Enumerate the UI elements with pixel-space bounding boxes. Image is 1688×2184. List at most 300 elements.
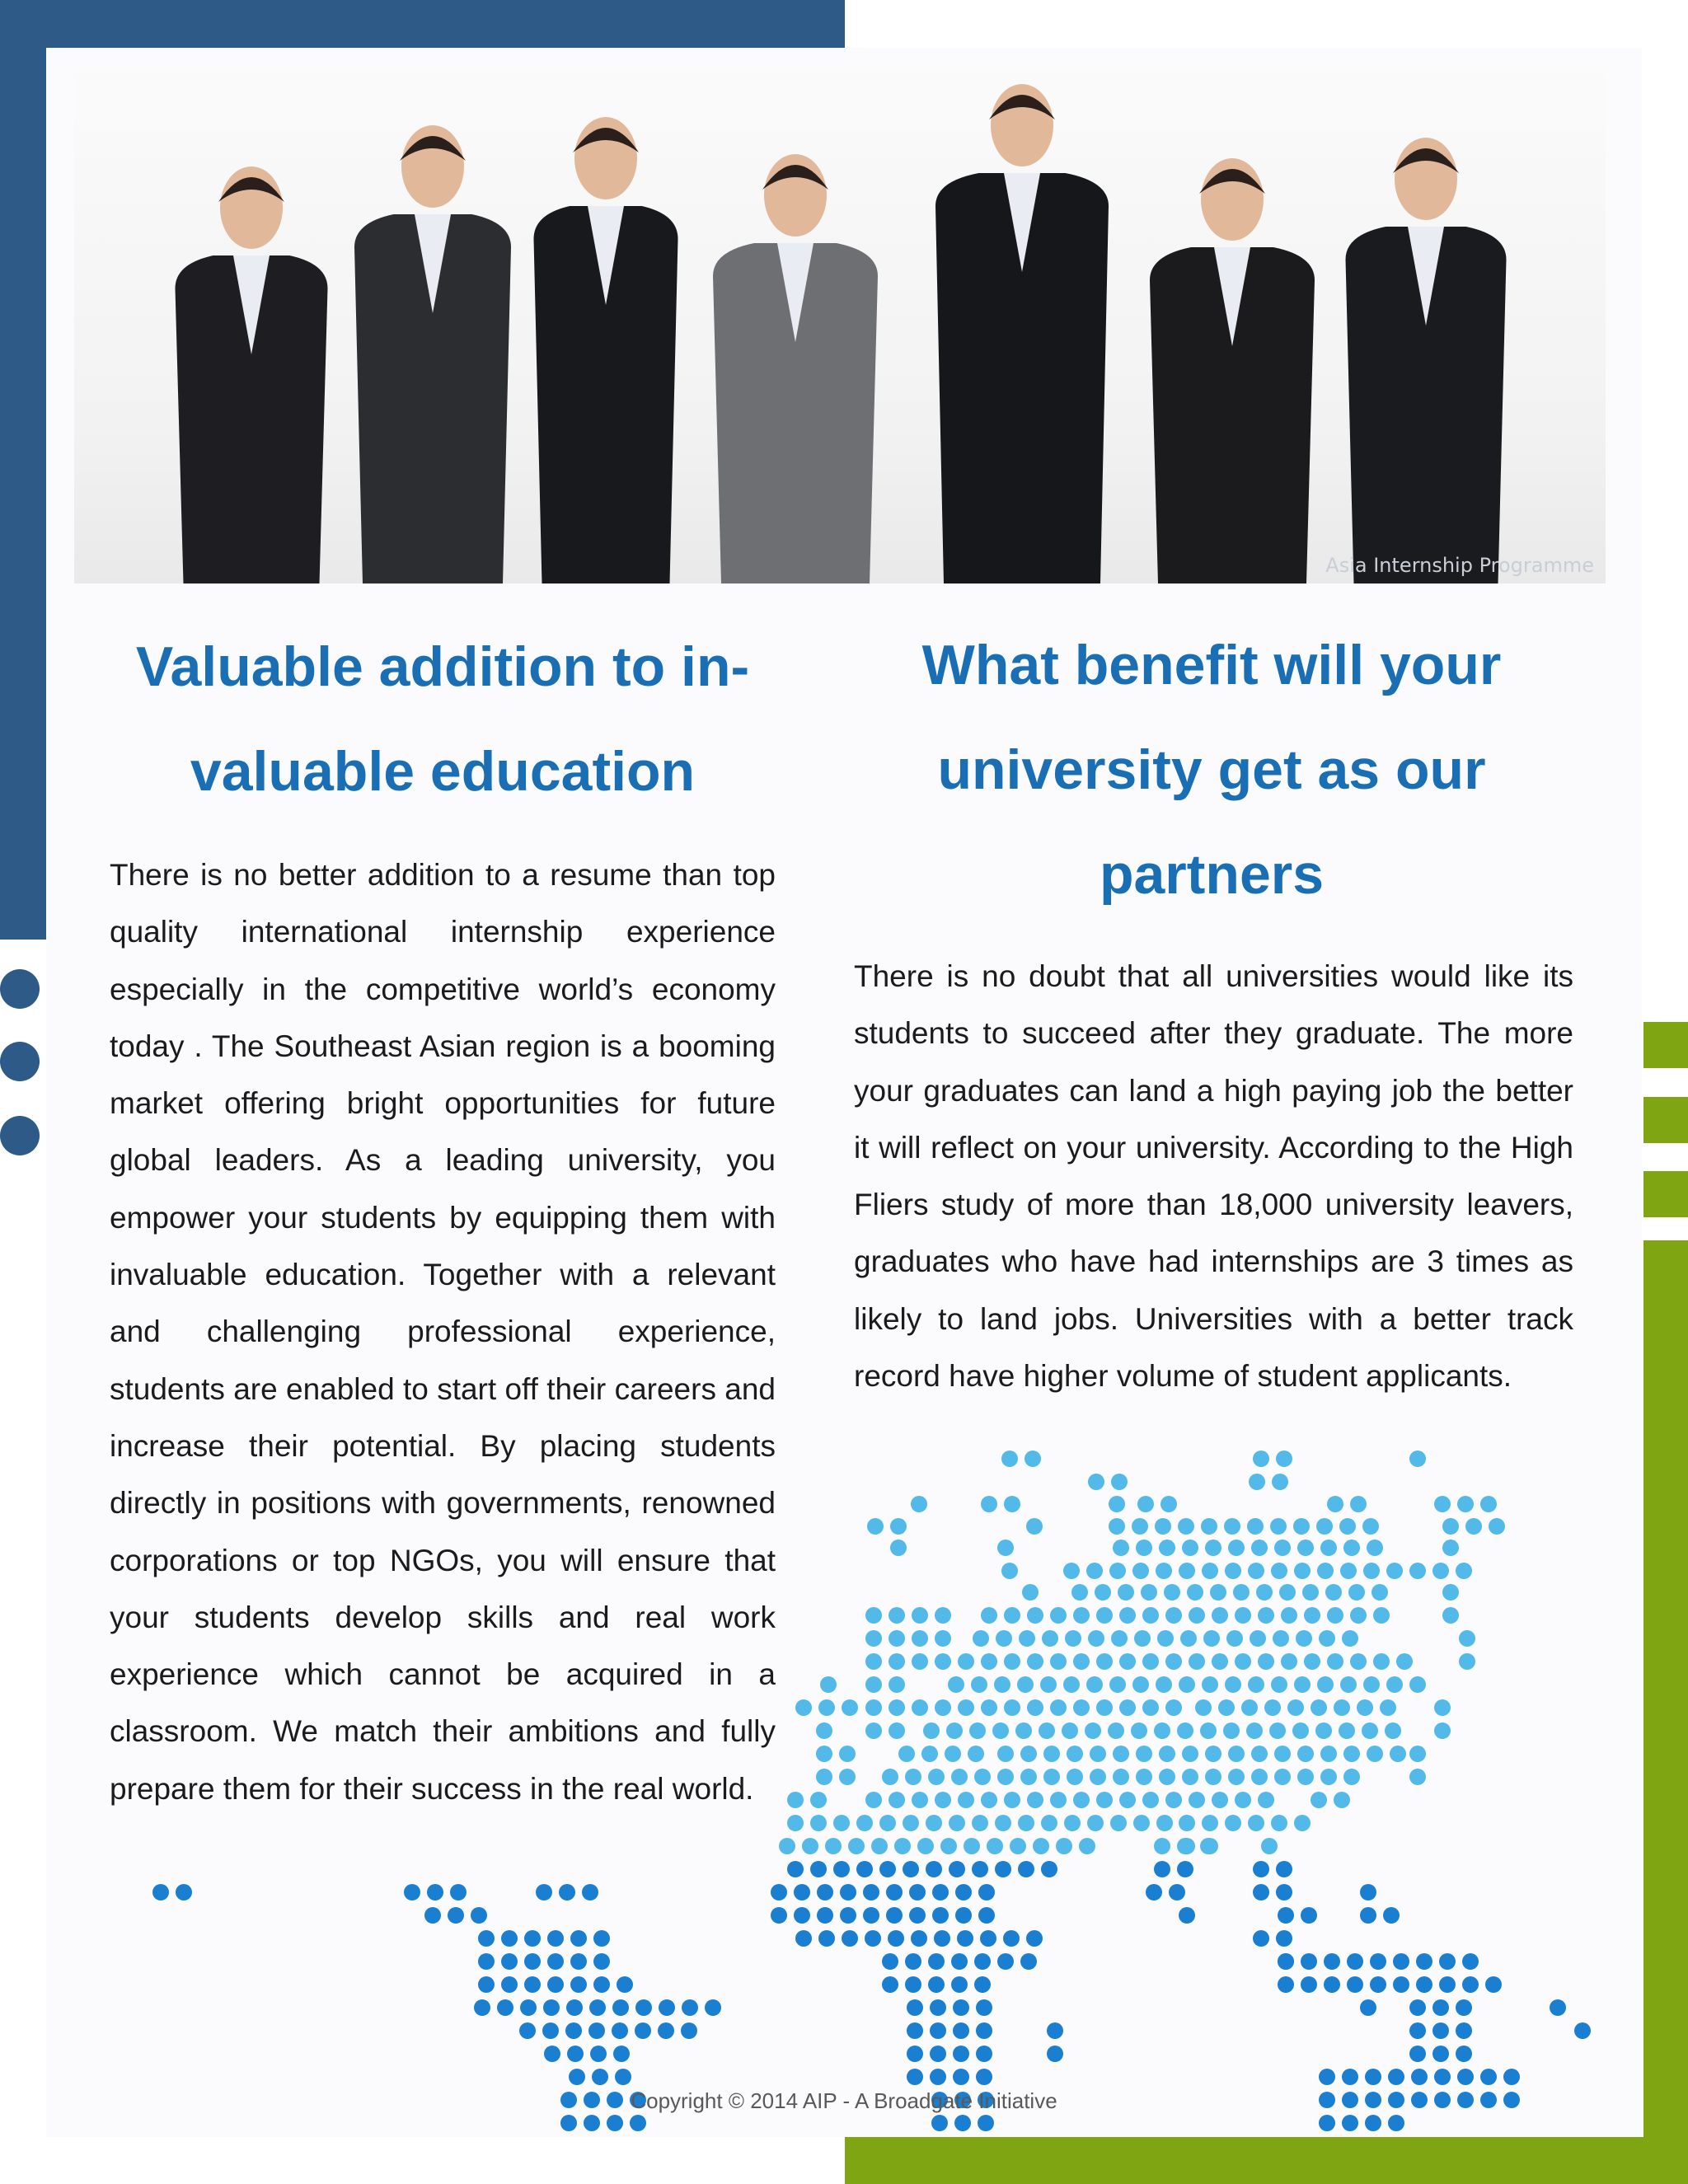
map-dot bbox=[1177, 1861, 1193, 1877]
map-dot bbox=[787, 1792, 804, 1808]
map-dot bbox=[1462, 1976, 1479, 1993]
map-dot bbox=[1095, 1584, 1111, 1601]
map-dot bbox=[839, 1746, 856, 1762]
map-dot bbox=[903, 1861, 919, 1877]
map-dot bbox=[1432, 2046, 1449, 2062]
map-dot bbox=[1050, 1607, 1067, 1624]
map-dot bbox=[1226, 1630, 1243, 1647]
map-dot bbox=[978, 1884, 995, 1900]
left-heading-line-1: Valuable addition to in- bbox=[135, 635, 750, 698]
map-dot bbox=[1342, 2069, 1358, 2085]
map-dot bbox=[474, 1999, 490, 2016]
map-dot bbox=[1041, 1815, 1057, 1831]
map-dot bbox=[1088, 1630, 1104, 1647]
map-dot bbox=[1276, 1930, 1292, 1947]
map-dot bbox=[1373, 1607, 1390, 1624]
map-dot bbox=[1363, 1563, 1380, 1579]
map-dot bbox=[1246, 1722, 1263, 1739]
map-dot bbox=[1459, 1630, 1475, 1647]
map-dot bbox=[1064, 1815, 1081, 1831]
map-dot bbox=[771, 1907, 787, 1924]
map-dot bbox=[909, 1884, 926, 1900]
map-dot bbox=[1276, 1451, 1292, 1467]
map-dot bbox=[1434, 1496, 1451, 1512]
left-heading bbox=[107, 615, 778, 824]
map-dot bbox=[997, 1746, 1014, 1762]
map-dot bbox=[1456, 2022, 1472, 2039]
map-dot bbox=[682, 1999, 698, 2016]
map-dot bbox=[1380, 1699, 1396, 1716]
map-dot bbox=[1432, 2022, 1449, 2039]
map-dot bbox=[1442, 1540, 1459, 1556]
map-dot bbox=[921, 1746, 938, 1762]
map-dot bbox=[1316, 1518, 1333, 1535]
map-dot bbox=[865, 1607, 882, 1624]
map-dot bbox=[1085, 1722, 1101, 1739]
map-dot bbox=[1276, 1884, 1292, 1900]
map-dot bbox=[1416, 1953, 1432, 1970]
map-dot bbox=[1109, 1676, 1126, 1693]
map-dot bbox=[997, 1953, 1014, 1970]
map-dot bbox=[1119, 1653, 1136, 1670]
map-dot bbox=[1177, 1722, 1193, 1739]
map-dot bbox=[907, 2046, 923, 2062]
map-dot bbox=[1087, 1815, 1104, 1831]
map-dot bbox=[1276, 1861, 1292, 1877]
map-dot bbox=[1018, 1861, 1034, 1877]
map-dot bbox=[953, 1999, 969, 2016]
map-dot bbox=[1020, 1769, 1037, 1785]
map-dot bbox=[886, 1884, 903, 1900]
map-dot bbox=[1225, 1676, 1241, 1693]
map-dot bbox=[1201, 1518, 1217, 1535]
map-dot bbox=[1480, 1496, 1497, 1512]
map-dot bbox=[981, 1792, 997, 1808]
map-dot bbox=[1334, 1792, 1350, 1808]
map-dot bbox=[1235, 1792, 1251, 1808]
map-dot bbox=[1119, 1792, 1136, 1808]
map-dot bbox=[1317, 1676, 1334, 1693]
map-dot bbox=[1348, 1584, 1365, 1601]
map-dot bbox=[865, 1653, 882, 1670]
map-dot bbox=[1218, 1699, 1235, 1716]
map-dot bbox=[1396, 1653, 1413, 1670]
map-dot bbox=[497, 1999, 513, 2016]
map-dot bbox=[1004, 1653, 1020, 1670]
map-dot bbox=[1187, 1584, 1203, 1601]
map-dot bbox=[1179, 1838, 1195, 1854]
map-dot bbox=[1164, 1584, 1180, 1601]
map-dot bbox=[1004, 1792, 1020, 1808]
map-dot bbox=[931, 2115, 948, 2131]
map-dot bbox=[1165, 1607, 1182, 1624]
map-dot bbox=[1442, 1518, 1459, 1535]
map-dot bbox=[1156, 1563, 1172, 1579]
map-dot bbox=[1370, 1953, 1386, 1970]
map-dot bbox=[1339, 1518, 1356, 1535]
map-dot bbox=[1302, 1584, 1319, 1601]
map-dot bbox=[974, 1976, 991, 1993]
map-dot bbox=[1165, 1792, 1182, 1808]
map-dot bbox=[1119, 1607, 1136, 1624]
map-dot bbox=[1383, 1907, 1400, 1924]
map-dot bbox=[471, 1907, 487, 1924]
map-dot bbox=[1040, 1676, 1057, 1693]
map-dot bbox=[1154, 1838, 1170, 1854]
map-dot bbox=[547, 1930, 564, 1947]
map-dot bbox=[1225, 1563, 1241, 1579]
map-dot bbox=[1022, 1584, 1039, 1601]
map-dot bbox=[424, 1907, 441, 1924]
map-dot bbox=[584, 2115, 600, 2131]
map-dot bbox=[842, 1699, 858, 1716]
map-dot bbox=[1365, 2069, 1381, 2085]
map-dot bbox=[1301, 1953, 1317, 1970]
map-dot bbox=[907, 1999, 923, 2016]
map-dot bbox=[1386, 1676, 1403, 1693]
map-dot bbox=[930, 2046, 946, 2062]
map-dot bbox=[953, 2046, 969, 2062]
map-dot bbox=[995, 1815, 1011, 1831]
map-dot bbox=[501, 1930, 518, 1947]
map-dot bbox=[1205, 1540, 1221, 1556]
map-dot bbox=[907, 2069, 923, 2085]
map-dot bbox=[593, 1976, 610, 1993]
map-dot bbox=[1154, 1861, 1170, 1877]
map-dot bbox=[1182, 1746, 1198, 1762]
map-dot bbox=[1367, 1746, 1383, 1762]
map-dot bbox=[635, 1999, 652, 2016]
map-dot bbox=[1063, 1676, 1080, 1693]
map-dot bbox=[1019, 1630, 1035, 1647]
map-dot bbox=[935, 1653, 951, 1670]
map-dot bbox=[501, 1976, 518, 1993]
map-dot bbox=[1134, 1630, 1151, 1647]
map-dot bbox=[863, 1907, 879, 1924]
map-dot bbox=[1179, 1563, 1195, 1579]
map-dot bbox=[1235, 1653, 1251, 1670]
map-dot bbox=[810, 1815, 827, 1831]
copyright-footer: Copyright © 2014 AIP - A Broadgate Initiative bbox=[631, 2088, 1057, 2113]
map-dot bbox=[1279, 1584, 1296, 1601]
map-dot bbox=[996, 1630, 1012, 1647]
map-dot bbox=[1339, 1722, 1355, 1739]
team-photo-illustration bbox=[74, 58, 1606, 583]
map-dot bbox=[1485, 1976, 1502, 1993]
map-dot bbox=[1393, 1976, 1409, 1993]
map-dot bbox=[1001, 1563, 1018, 1579]
map-dot bbox=[1258, 1607, 1274, 1624]
map-dot bbox=[889, 1699, 905, 1716]
map-dot bbox=[926, 1861, 942, 1877]
map-dot bbox=[930, 2022, 946, 2039]
map-dot bbox=[1096, 1699, 1113, 1716]
map-dot bbox=[448, 1907, 464, 1924]
map-dot bbox=[1342, 2115, 1358, 2131]
map-dot bbox=[1223, 1722, 1240, 1739]
map-dot bbox=[1274, 1540, 1291, 1556]
map-dot bbox=[1004, 1699, 1020, 1716]
map-dot bbox=[1442, 1607, 1459, 1624]
map-dot bbox=[501, 1953, 518, 1970]
map-dot bbox=[928, 1976, 945, 1993]
map-dot bbox=[1334, 1699, 1350, 1716]
map-dot bbox=[543, 1999, 560, 2016]
map-dot bbox=[1409, 2046, 1426, 2062]
map-dot bbox=[1027, 1699, 1043, 1716]
map-dot bbox=[1350, 1653, 1367, 1670]
map-dot bbox=[818, 1930, 835, 1947]
map-dot bbox=[1210, 1584, 1226, 1601]
map-dot bbox=[995, 1861, 1011, 1877]
map-dot bbox=[917, 1838, 934, 1854]
map-dot bbox=[1025, 1451, 1041, 1467]
map-dot bbox=[590, 2046, 607, 2062]
map-dot bbox=[1027, 1792, 1043, 1808]
map-dot bbox=[1189, 1653, 1205, 1670]
map-dot bbox=[1248, 1563, 1264, 1579]
map-dot bbox=[1212, 1792, 1228, 1808]
map-dot bbox=[779, 1838, 795, 1854]
map-dot bbox=[1182, 1769, 1198, 1785]
map-dot bbox=[615, 2069, 631, 2085]
map-dot bbox=[1360, 1907, 1376, 1924]
map-dot bbox=[1297, 1746, 1314, 1762]
map-dot bbox=[524, 1930, 541, 1947]
map-dot bbox=[1088, 1474, 1104, 1490]
map-dot bbox=[1281, 1607, 1297, 1624]
map-dot bbox=[1225, 1815, 1241, 1831]
map-dot bbox=[1228, 1540, 1245, 1556]
map-dot bbox=[1043, 1746, 1060, 1762]
map-dot bbox=[865, 1722, 882, 1739]
map-dot bbox=[570, 1930, 587, 1947]
map-dot bbox=[976, 2069, 992, 2085]
map-dot bbox=[794, 1907, 810, 1924]
right-heading-line-1: What benefit will your bbox=[921, 634, 1502, 696]
map-dot bbox=[1235, 1607, 1251, 1624]
map-dot bbox=[974, 1769, 991, 1785]
map-dot bbox=[981, 1607, 997, 1624]
map-dot bbox=[1119, 1699, 1136, 1716]
map-dot bbox=[1050, 1792, 1067, 1808]
map-dot bbox=[1271, 1815, 1287, 1831]
map-dot bbox=[867, 1518, 884, 1535]
map-dot bbox=[1043, 1769, 1060, 1785]
map-dot bbox=[951, 1976, 968, 1993]
map-dot bbox=[840, 1884, 856, 1900]
map-dot bbox=[905, 1769, 921, 1785]
map-dot bbox=[1253, 1861, 1269, 1877]
map-dot bbox=[1133, 1815, 1150, 1831]
map-dot bbox=[1325, 1584, 1342, 1601]
map-dot bbox=[928, 1769, 945, 1785]
map-dot bbox=[848, 1838, 865, 1854]
map-dot bbox=[569, 2069, 585, 2085]
map-dot bbox=[958, 1699, 974, 1716]
map-dot bbox=[810, 1861, 827, 1877]
map-dot bbox=[980, 1930, 996, 1947]
map-dot bbox=[1047, 2022, 1063, 2039]
map-dot bbox=[1109, 1518, 1125, 1535]
map-dot bbox=[1067, 1769, 1083, 1785]
map-dot bbox=[566, 1999, 583, 2016]
map-dot bbox=[542, 2022, 559, 2039]
map-dot bbox=[1159, 1746, 1175, 1762]
map-dot bbox=[997, 1540, 1014, 1556]
map-dot bbox=[973, 1630, 989, 1647]
map-dot bbox=[907, 2022, 923, 2039]
map-dot bbox=[630, 2115, 646, 2131]
map-dot bbox=[879, 1815, 896, 1831]
map-dot bbox=[1050, 1699, 1067, 1716]
map-dot bbox=[1434, 2069, 1451, 2085]
map-dot bbox=[1311, 1699, 1327, 1716]
map-dot bbox=[971, 1676, 987, 1693]
map-dot bbox=[1294, 1563, 1311, 1579]
map-dot bbox=[1320, 1540, 1337, 1556]
map-dot bbox=[771, 1884, 787, 1900]
map-dot bbox=[1169, 1884, 1185, 1900]
map-dot bbox=[1179, 1815, 1195, 1831]
map-dot bbox=[795, 1930, 812, 1947]
map-dot bbox=[795, 1699, 812, 1716]
map-dot bbox=[1367, 1540, 1383, 1556]
map-dot bbox=[840, 1907, 856, 1924]
map-dot bbox=[1411, 2069, 1428, 2085]
map-dot bbox=[1261, 1838, 1278, 1854]
map-dot bbox=[1096, 1607, 1113, 1624]
map-dot bbox=[1340, 1676, 1357, 1693]
map-dot bbox=[890, 1518, 907, 1535]
map-dot bbox=[926, 1815, 942, 1831]
map-dot bbox=[930, 1999, 946, 2016]
map-dot bbox=[1409, 1676, 1426, 1693]
map-dot bbox=[1386, 1563, 1403, 1579]
map-dot bbox=[519, 2022, 536, 2039]
map-dot bbox=[1409, 1999, 1426, 2016]
map-dot bbox=[865, 1676, 882, 1693]
map-dot bbox=[953, 2069, 969, 2085]
map-dot bbox=[1073, 1792, 1090, 1808]
map-dot bbox=[1574, 2022, 1591, 2039]
map-dot bbox=[871, 1838, 888, 1854]
right-heading-line-2: university get as our bbox=[937, 738, 1486, 801]
map-dot bbox=[1287, 1699, 1304, 1716]
left-body-paragraph: There is no better addition to a resume than top quality international internship experience especially in the competitive world’s economy today . The Southeast Asian region is a booming market offering bright opportunities for future global leaders. As a leading university, you empower your students by equipping them with invaluable education. Together with a relevant and challenging professional experience, students are enabled to start off their careers and increase their potential. By placing students directly in positions with governments, renowned corporations or top NGOs, you will ensure that your students develop skills and real work experience which cannot be acquired in a classroom. We match their ambitions and fully prepare them for their success in the real world. bbox=[110, 858, 776, 1806]
map-dot bbox=[1363, 1676, 1380, 1693]
map-dot bbox=[912, 1630, 928, 1647]
map-dot bbox=[981, 1699, 997, 1716]
map-dot bbox=[1253, 1884, 1269, 1900]
map-dot bbox=[544, 2046, 560, 2062]
map-dot bbox=[1409, 1746, 1426, 1762]
map-dot bbox=[1233, 1584, 1250, 1601]
map-dot bbox=[1063, 1563, 1080, 1579]
map-dot bbox=[612, 2022, 628, 2039]
map-dot bbox=[1343, 1746, 1360, 1762]
map-dot bbox=[1062, 1722, 1078, 1739]
map-dot bbox=[1278, 1953, 1294, 1970]
map-dot bbox=[1432, 1999, 1449, 2016]
map-dot bbox=[889, 1676, 905, 1693]
map-dot bbox=[1249, 1474, 1265, 1490]
map-dot bbox=[930, 2069, 946, 2085]
map-dot bbox=[565, 2022, 582, 2039]
map-dot bbox=[1319, 2115, 1335, 2131]
map-dot bbox=[1281, 1653, 1297, 1670]
map-dot bbox=[1159, 1540, 1175, 1556]
map-dot bbox=[1459, 1653, 1475, 1670]
map-dot bbox=[787, 1815, 804, 1831]
map-dot bbox=[1154, 1722, 1170, 1739]
map-dot bbox=[1224, 1518, 1240, 1535]
map-dot bbox=[1456, 2046, 1472, 2062]
map-dot bbox=[1327, 1653, 1343, 1670]
map-dot bbox=[1304, 1607, 1320, 1624]
map-dot bbox=[882, 1953, 898, 1970]
map-dot bbox=[949, 1815, 965, 1831]
map-dot bbox=[1026, 1930, 1043, 1947]
map-dot bbox=[787, 1861, 804, 1877]
map-dot bbox=[152, 1884, 169, 1900]
map-dot bbox=[1241, 1699, 1258, 1716]
map-dot bbox=[1189, 1607, 1205, 1624]
map-dot bbox=[560, 2115, 577, 2131]
map-dot bbox=[946, 1722, 963, 1739]
map-dot bbox=[888, 1930, 904, 1947]
map-dot bbox=[833, 1815, 850, 1831]
map-dot bbox=[1462, 1953, 1479, 1970]
map-dot bbox=[478, 1976, 495, 1993]
map-dot bbox=[589, 1999, 606, 2016]
map-dot bbox=[1457, 1496, 1474, 1512]
map-dot bbox=[1343, 1540, 1360, 1556]
map-dot bbox=[968, 1746, 984, 1762]
map-dot bbox=[567, 2046, 584, 2062]
map-dot bbox=[1373, 1653, 1390, 1670]
map-dot bbox=[981, 1496, 997, 1512]
map-dot bbox=[978, 1907, 995, 1924]
map-dot bbox=[1360, 1999, 1376, 2016]
map-dot bbox=[1203, 1630, 1220, 1647]
map-dot bbox=[1027, 1607, 1043, 1624]
map-dot bbox=[863, 1884, 879, 1900]
map-dot bbox=[953, 2022, 969, 2039]
right-body-paragraph: There is no doubt that all universities would like its students to succeed after they graduate. The more your graduates can land a high paying job the better it will reflect on your university. According to the High Fliers study of more than 18,000 university leavers, graduates who have had internships are 3 times as likely to land jobs. Universities with a better track record have higher volume of student applicants. bbox=[854, 959, 1573, 1394]
map-dot bbox=[1156, 1676, 1172, 1693]
map-dot bbox=[1205, 1746, 1221, 1762]
map-dot bbox=[1327, 1496, 1343, 1512]
map-dot bbox=[1393, 1953, 1409, 1970]
map-dot bbox=[1320, 1769, 1337, 1785]
map-dot bbox=[889, 1607, 905, 1624]
map-dot bbox=[1136, 1540, 1152, 1556]
map-dot bbox=[1018, 1815, 1034, 1831]
map-dot bbox=[1489, 1518, 1505, 1535]
map-dot bbox=[935, 1699, 951, 1716]
map-dot bbox=[1340, 1563, 1357, 1579]
map-dot bbox=[1439, 1976, 1456, 1993]
map-dot bbox=[1041, 1861, 1057, 1877]
map-dot bbox=[1251, 1769, 1268, 1785]
map-dot bbox=[1228, 1746, 1245, 1762]
map-dot bbox=[1248, 1676, 1264, 1693]
map-dot bbox=[1294, 1815, 1311, 1831]
map-dot bbox=[536, 1884, 552, 1900]
map-dot bbox=[1297, 1540, 1314, 1556]
map-dot bbox=[1132, 1563, 1149, 1579]
